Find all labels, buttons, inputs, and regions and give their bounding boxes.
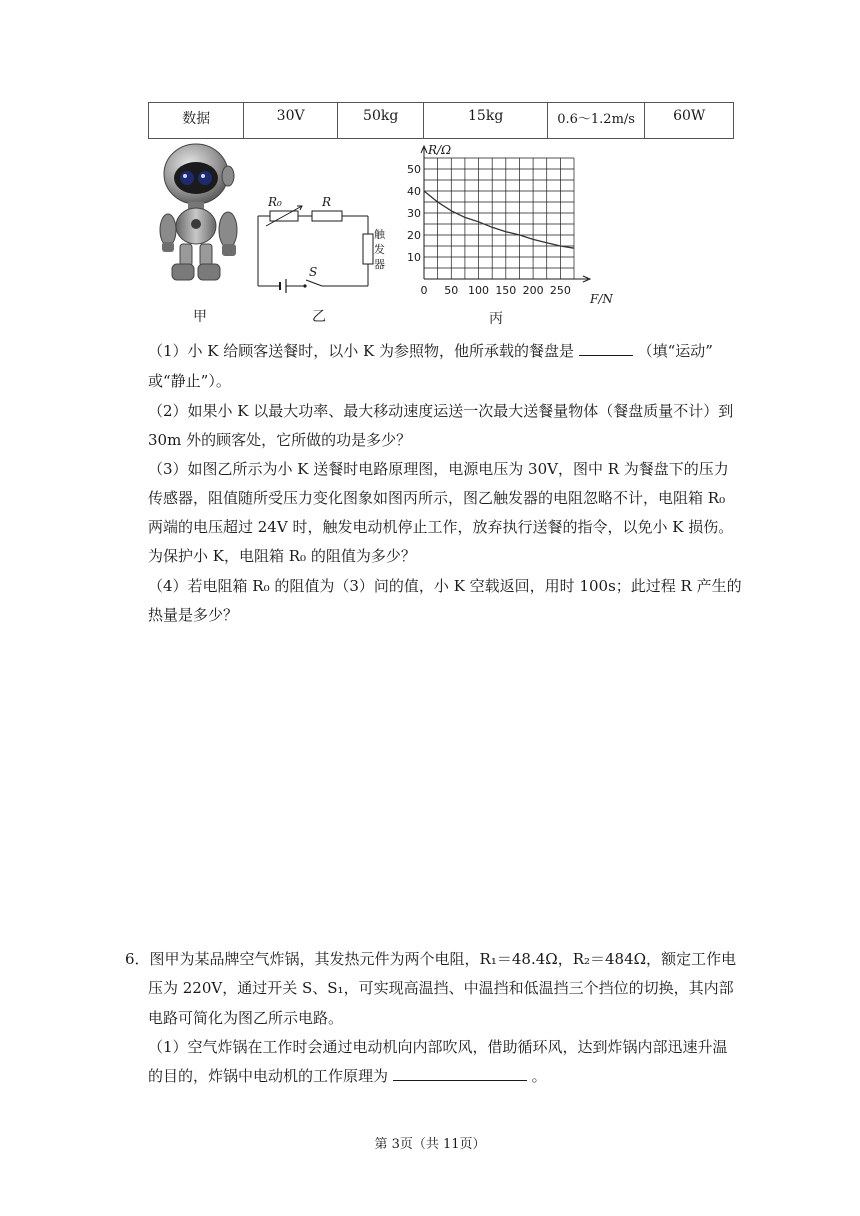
problem-6-line-5: 的目的，炸锅中电动机的工作原理为 。 (148, 1067, 547, 1085)
table-cell: 数据 (149, 103, 244, 139)
trigger-label-char: 触 (374, 228, 385, 241)
problem-6-line-3: 电路可简化为图乙所示电路。 (148, 1009, 344, 1027)
x-tick-label: 0 (420, 284, 428, 297)
problem-6-line-4: （1）空气炸锅在工作时会通过电动机向内部吹风，借助循环风，达到炸锅内部迅速升温 (148, 1038, 728, 1056)
question-2-line-1: （2）如果小 K 以最大功率、最大移动速度运送一次最大送餐量物体（餐盘质量不计）到 (148, 402, 734, 420)
robot-illustration (148, 140, 256, 290)
question-2-line-2: 30m 外的顾客处，它所做的功是多少？ (148, 431, 412, 449)
y-tick-label: 20 (407, 229, 421, 242)
x-axis-label: F/N (590, 292, 613, 306)
answer-blank (579, 354, 633, 356)
table-cell: 0.6～1.2m/s (547, 103, 645, 139)
trigger-device (363, 234, 373, 264)
problem-6-line-1: 6．图甲为某品牌空气炸锅，其发热元件为两个电阻，R₁＝48.4Ω，R₂＝484Ω，额定工作电 (125, 950, 737, 968)
figure-label-bing: 丙 (489, 311, 503, 327)
table-cell: 50kg (337, 103, 424, 139)
y-tick-label: 50 (407, 163, 421, 176)
figure-label-yi: 乙 (312, 309, 326, 325)
switch-s (306, 280, 322, 286)
trigger-label-char: 器 (374, 258, 385, 271)
spec-table (148, 102, 734, 139)
table-cell: 60W (645, 103, 734, 139)
problem-6-line-2: 压为 220V，通过开关 S、S₁，可实现高温挡、中温挡和低温挡三个挡位的切换，其内部 (148, 979, 734, 997)
x-tick-label: 50 (444, 284, 459, 297)
r-label: R (322, 195, 332, 209)
question-3-line-4: 为保护小 K，电阻箱 R₀ 的阻值为多少？ (148, 547, 416, 565)
page-footer: 第 3页（共 11页） (374, 1137, 486, 1152)
answer-blank (393, 1079, 527, 1081)
question-3-line-2: 传感器，阻值随所受压力变化图象如图丙所示，图乙触发器的电阻忽略不计，电阻箱 R₀ (148, 489, 726, 507)
question-4-line-1: （4）若电阻箱 R₀ 的阻值为（3）问的值，小 K 空载返回，用时 100s；此过程 R 产生的 (148, 577, 742, 595)
y-tick-label: 40 (407, 185, 421, 198)
y-tick-label: 10 (407, 251, 421, 264)
table-cell: 15kg (424, 103, 547, 139)
y-tick-label: 30 (407, 207, 421, 220)
circuit-diagram (252, 192, 385, 300)
question-1-line-1: （1）小 K 给顾客送餐时，以小 K 为参照物，他所承载的餐盘是 （填“运动” (148, 342, 713, 360)
figure-label-jia: 甲 (193, 309, 207, 325)
resistor-r (312, 211, 342, 221)
graph-grid (424, 158, 574, 279)
resistance-curve (424, 191, 574, 248)
graph-ticks (407, 163, 571, 297)
table-cell: 30V (244, 103, 338, 139)
question-3-line-1: （3）如图乙所示为小 K 送餐时电路原理图，电源电压为 30V，图中 R 为餐盘下的压力 (148, 460, 729, 478)
x-tick-label: 250 (549, 284, 571, 297)
question-4-line-2: 热量是多少？ (148, 606, 239, 624)
y-axis-label: R/Ω (428, 143, 452, 157)
graph-curve-layer (424, 191, 574, 248)
switch-label: S (309, 265, 318, 279)
x-tick-label: 150 (495, 284, 517, 297)
question-3-line-3: 两端的电压超过 24V 时，触发电动机停止工作，放弃执行送餐的指令，以免小 K 损伤。 (148, 518, 734, 536)
trigger-label-char: 发 (374, 243, 385, 256)
table-row (149, 103, 734, 139)
x-tick-label: 100 (468, 284, 490, 297)
x-tick-label: 200 (522, 284, 544, 297)
r0-label: R₀ (268, 195, 282, 209)
resistance-force-graph (400, 140, 612, 308)
question-1-line-2: 或“静止”）。 (148, 372, 231, 390)
